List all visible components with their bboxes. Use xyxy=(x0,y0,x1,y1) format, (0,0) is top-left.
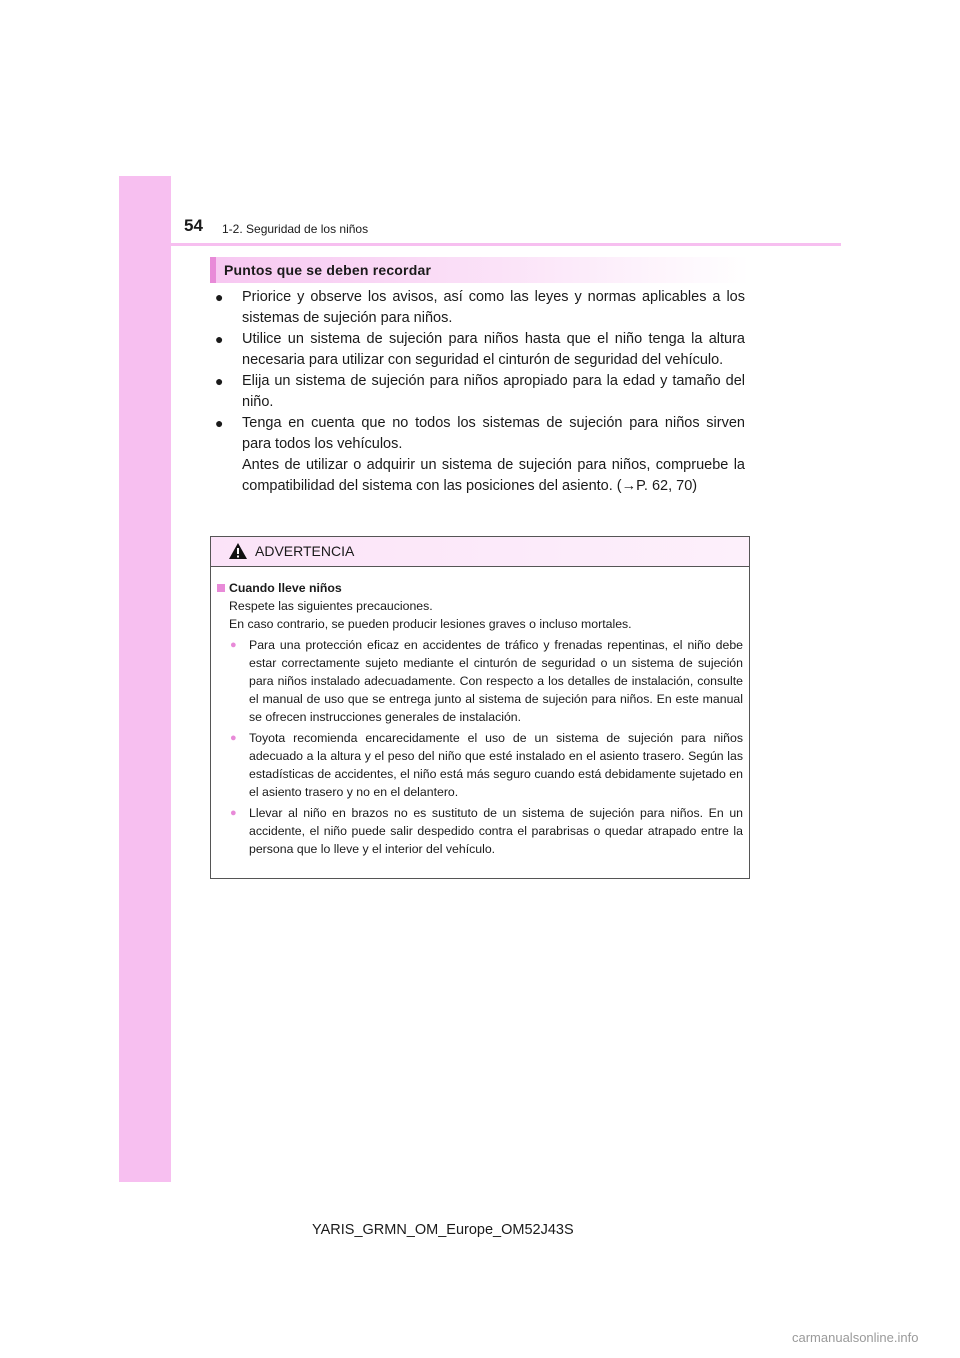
warning-header xyxy=(211,537,749,567)
subheading-bar xyxy=(210,257,749,283)
bullet-item xyxy=(212,371,745,413)
document-code: YARIS_GRMN_OM_Europe_OM52J43S xyxy=(312,1222,574,1238)
warning-body xyxy=(211,567,749,858)
bullet-item xyxy=(212,329,745,371)
bullet-text: Antes de utilizar o adquirir un sistema de sujeción para niños, compruebe la compatibilidad del sistema con las posiciones del asiento. (→P. 62, 70) xyxy=(242,457,745,494)
warning-heading xyxy=(217,579,743,597)
warning-item-text: Llevar al niño en brazos no es sustituto de un sistema de sujeción para niños. En un accidente, el niño puede salir despedido contra el parabrisas o quedar atrapado entre la persona que lo lleve y el interior del vehículo. xyxy=(249,806,743,856)
warning-heading-text: Cuando lleve niños xyxy=(229,581,342,595)
bullet-text: Utilice un sistema de sujeción para niños hasta que el niño tenga la altura necesaria para utilizar con seguridad el cinturón de seguridad del vehículo. xyxy=(242,331,745,368)
warning-label: ADVERTENCIA xyxy=(255,543,355,559)
warning-item xyxy=(217,636,743,726)
bullet-list xyxy=(212,287,745,497)
watermark: carmanualsonline.info xyxy=(792,1330,919,1345)
bullet-dot-icon: ● xyxy=(230,807,237,819)
bullet-text: Priorice y observe los avisos, así como las leyes y normas aplicables a los sistemas de sujeción para niños. xyxy=(242,289,745,326)
warning-item-text: Para una protección eficaz en accidentes de tráfico y frenadas repentinas, el niño debe estar correctamente sujeto mediante el cinturón de seguridad o un sistema de sujeción para niños instalado adecuadamente. Con respecto a los detalles de instalación, consulte el manual de uso que se entrega junto al sistema de sujeción para niños. En este manual se ofrecen instrucciones generales de instalación. xyxy=(249,638,743,724)
warning-triangle-icon xyxy=(228,542,248,560)
warning-item xyxy=(217,729,743,801)
side-tab-strip xyxy=(119,176,171,1182)
bullet-item xyxy=(212,287,745,329)
bullet-text: Elija un sistema de sujeción para niños apropiado para la edad y tamaño del niño. xyxy=(242,373,745,410)
page-number: 54 xyxy=(184,216,203,235)
bullet-text: Tenga en cuenta que no todos los sistemas de sujeción para niños sirven para todos los vehículos. xyxy=(242,415,745,452)
bullet-dot-icon: ● xyxy=(215,289,224,305)
warning-item-text: Toyota recomienda encarecidamente el uso de un sistema de sujeción para niños adecuado a la altura y el peso del niño que esté instalado en el asiento trasero. Según las estadísticas de accidentes, el niño está más seguro cuando está debidamente sujetado en el asiento trasero y no en el delantero. xyxy=(249,731,743,799)
warning-box xyxy=(210,536,750,879)
bullet-dot-icon: ● xyxy=(230,732,237,744)
bullet-dot-icon: ● xyxy=(230,639,237,651)
warning-intro-line: En caso contrario, se pueden producir lesiones graves o incluso mortales. xyxy=(229,617,632,631)
bullet-dot-icon: ● xyxy=(215,331,224,347)
bullet-item xyxy=(212,413,745,497)
warning-item xyxy=(217,804,743,858)
warning-intro-line: Respete las siguientes precauciones. xyxy=(229,599,433,613)
subheading-title: Puntos que se deben recordar xyxy=(224,262,432,278)
header-rule xyxy=(119,243,841,246)
bullet-dot-icon: ● xyxy=(215,415,224,431)
section-title: 1-2. Seguridad de los niños xyxy=(222,222,369,236)
square-bullet-icon xyxy=(217,584,225,592)
subheading-accent xyxy=(210,257,216,283)
bullet-dot-icon: ● xyxy=(215,373,224,389)
